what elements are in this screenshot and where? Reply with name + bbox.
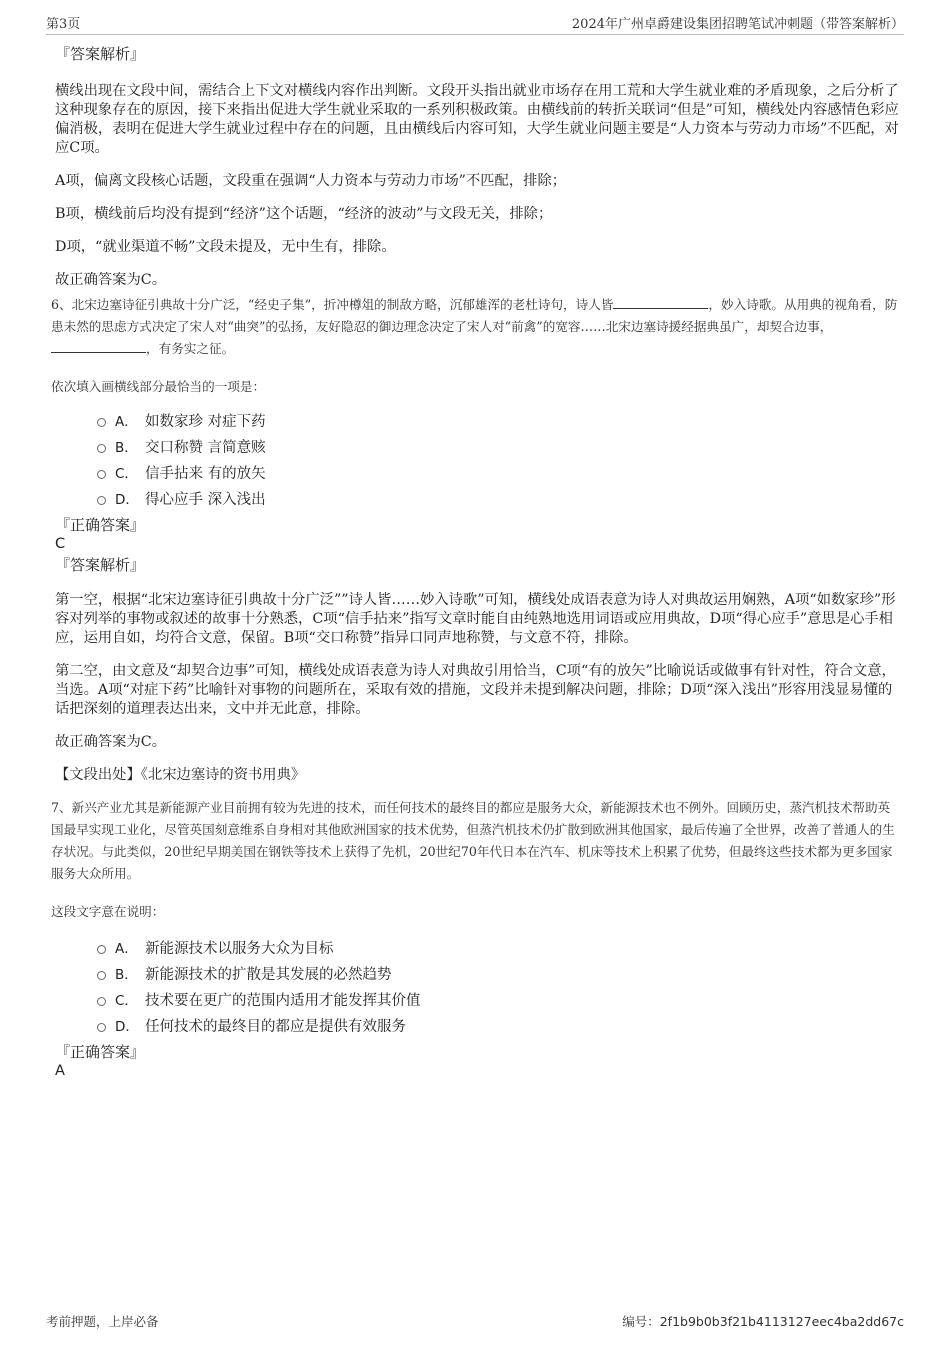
q6-option-c[interactable]: C． 信手拈来 有的放矢	[55, 459, 900, 485]
question-6-options	[55, 407, 900, 511]
document-title: 2024年广州卓爵建设集团招聘笔试冲刺题（带答案解析）	[571, 17, 904, 32]
question-7-prompt: 这段文字意在说明：	[51, 904, 165, 919]
analysis-5-para-4: D项，“就业渠道不畅”文段未提及，无中生有，排除。	[55, 239, 396, 255]
footer-code: 编号：2f1b9b0b3f21b4113127eec4ba2dd67c	[622, 1314, 904, 1329]
footer-slogan: 考前押题，上岸必备	[46, 1314, 159, 1329]
page-footer	[46, 1312, 904, 1330]
radio-icon[interactable]	[97, 945, 106, 954]
q6-analysis-title: 『答案解析』	[55, 556, 146, 574]
blank-1	[613, 296, 708, 309]
q7-option-b[interactable]: B． 新能源技术的扩散是其发展的必然趋势	[55, 960, 900, 986]
analysis-5-para-2: A项，偏离文段核心话题，文段重在强调“人力资本与劳动力市场”不匹配，排除；	[55, 173, 567, 189]
question-6-prompt: 依次填入画横线部分最恰当的一项是：	[51, 379, 266, 394]
radio-icon[interactable]	[97, 470, 106, 479]
main-content	[51, 44, 900, 1080]
blank-2	[51, 340, 146, 353]
q6-analysis-conclusion: 故正确答案为C。	[55, 734, 167, 750]
analysis-5-title: 『答案解析』	[55, 45, 146, 63]
radio-icon[interactable]	[97, 418, 106, 427]
radio-icon[interactable]	[97, 444, 106, 453]
q6-answer: C	[55, 536, 66, 552]
q7-answer: A	[55, 1063, 65, 1079]
question-6-text: 6、北宋边塞诗征引典故十分广泛，“经史子集”，折冲樽俎的制敌方略，沉郁雄浑的老杜诗句，诗人皆 ，妙入诗歌。从用典的视角看，防患未然的思虑方式决定了宋人对“曲突”的弘扬，友好隐忍的御边理念决定了宋人对“前禽”的宽容……北宋边塞诗援经据典虽广，却契合边事，，有务实之征。	[51, 297, 898, 356]
q6-analysis-para-1: 第一空，根据“北宋边塞诗征引典故十分广泛””诗人皆……妙入诗歌”可知，横线处成语表意为诗人对典故运用娴熟，A项“如数家珍”形容对列举的事物或叙述的故事十分熟悉，C项“信手拈来”指写文章时能自由纯熟地选用词语或应用典故，D项“得心应手”意思是心手相应，运用自如，均符合文意，保留。B项“交口称赞”指异口同声地称赞，与文意不符，排除。	[55, 592, 896, 646]
analysis-5-conclusion: 故正确答案为C。	[55, 272, 167, 288]
q7-option-a[interactable]: A． 新能源技术以服务大众为目标	[55, 934, 900, 960]
radio-icon[interactable]	[97, 1023, 106, 1032]
question-7-options	[55, 934, 900, 1038]
q7-answer-title: 『正确答案』	[55, 1043, 146, 1061]
page-number: 第3页	[46, 17, 81, 32]
q6-analysis-para-2: 第二空，由文意及“却契合边事”可知，横线处成语表意为诗人对典故引用恰当，C项“有的放矢”比喻说话或做事有针对性，符合文意，当选。A项“对症下药”比喻针对事物的问题所在，采取有效的措施，文段并未提到解决问题，排除；D项“深入浅出”形容用浅显易懂的话把深刻的道理表达出来，文中并无此意，排除。	[55, 663, 896, 717]
q7-option-d[interactable]: D． 任何技术的最终目的都应是提供有效服务	[55, 1012, 900, 1038]
analysis-5-para-1: 横线出现在文段中间，需结合上下文对横线内容作出判断。文段开头指出就业市场存在用工荒和大学生就业难的矛盾现象，之后分析了这种现象存在的原因，接下来指出促进大学生就业采取的一系列积极政策。由横线前的转折关联词“但是”可知，横线处内容感情色彩应偏消极，表明在促进大学生就业过程中存在的问题，且由横线后内容可知，大学生就业问题主要是“人力资本与劳动力市场”不匹配，对应C项。	[55, 83, 899, 156]
q7-option-c[interactable]: C． 技术要在更广的范围内适用才能发挥其价值	[55, 986, 900, 1012]
q6-option-b[interactable]: B． 交口称赞 言简意赅	[55, 433, 900, 459]
radio-icon[interactable]	[97, 971, 106, 980]
q6-option-d[interactable]: D． 得心应手 深入浅出	[55, 485, 900, 511]
q6-answer-title: 『正确答案』	[55, 516, 146, 534]
radio-icon[interactable]	[97, 997, 106, 1006]
q6-source: 【文段出处】《北宋边塞诗的资书用典》	[55, 767, 306, 783]
q6-option-a[interactable]: A． 如数家珍 对症下药	[55, 407, 900, 433]
analysis-5-para-3: B项，横线前后均没有提到“经济”这个话题，“经济的波动”与文段无关，排除；	[55, 206, 553, 222]
radio-icon[interactable]	[97, 496, 106, 505]
question-7-text: 7、新兴产业尤其是新能源产业目前拥有较为先进的技术，而任何技术的最终目的都应是服务大众，新能源技术也不例外。回顾历史，蒸汽机技术帮助英国最早实现工业化，尽管英国刻意维系自身相对其他欧洲国家的技术优势，但蒸汽机技术仍扩散到欧洲其他国家，最后传遍了全世界，改善了普通人的生存状况。与此类似，20世纪早期美国在钢铁等技术上获得了先机，20世纪70年代日本在汽车、机床等技术上积累了优势，但最终这些技术都为更多国家服务大众所用。	[51, 800, 895, 881]
page-header	[46, 10, 904, 35]
